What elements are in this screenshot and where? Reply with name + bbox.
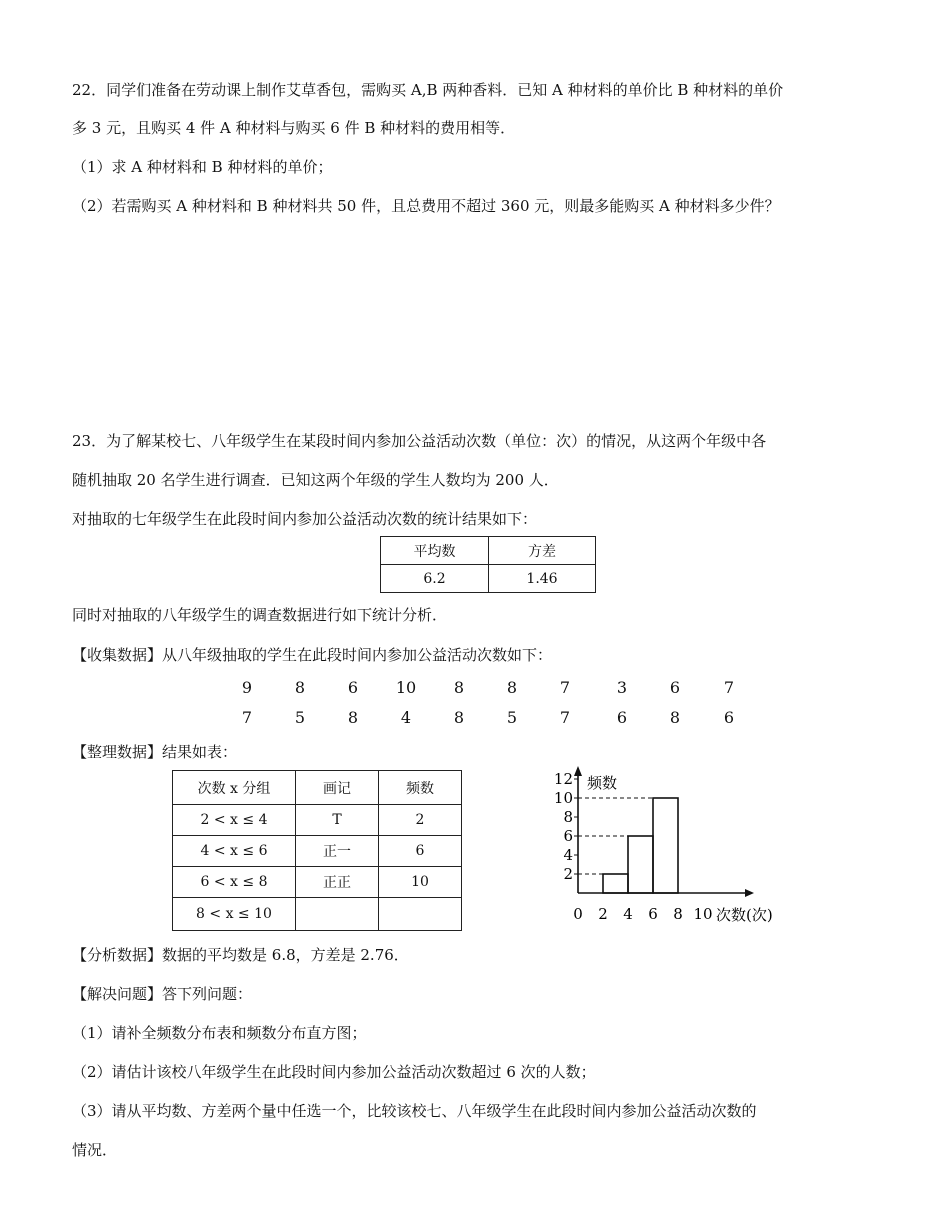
data-value: 8: [453, 678, 465, 697]
x-tick-label: 6: [648, 905, 658, 923]
data-value: 6: [347, 678, 359, 697]
freq-cell-group: 4 < x ≤ 6: [173, 836, 296, 867]
q23-collect: 【收集数据】从八年级抽取的学生在此段时间内参加公益活动次数如下：: [72, 646, 553, 664]
stats-header-mean: 平均数: [381, 537, 489, 565]
data-value: 5: [294, 708, 306, 727]
freq-header-tally: 画记: [296, 771, 379, 805]
data-value: 6: [723, 708, 735, 727]
data-value: 8: [506, 678, 518, 697]
q23-analyze: 【分析数据】数据的平均数是 6.8，方差是 2.76．: [72, 946, 409, 964]
q23-line1: 23．为了解某校七、八年级学生在某段时间内参加公益活动次数（单位：次）的情况，从这两个年级中各: [72, 432, 767, 450]
freq-cell-tally: [296, 898, 379, 931]
q23-organize: 【整理数据】结果如表：: [72, 743, 238, 761]
y-tick-label: 10: [553, 789, 573, 807]
freq-cell-group: 6 < x ≤ 8: [173, 867, 296, 898]
y-axis-arrow: [574, 766, 582, 776]
q23-sub3-line1: （3）请从平均数、方差两个量中任选一个，比较该校七、八年级学生在此段时间内参加公益活动次数的: [72, 1102, 757, 1120]
data-value: 6: [616, 708, 628, 727]
histogram-bar: [628, 836, 653, 893]
data-value: 8: [669, 708, 681, 727]
frequency-histogram: [540, 760, 810, 935]
histogram-bar: [603, 874, 628, 893]
x-axis-arrow: [745, 889, 754, 897]
data-value: 7: [559, 708, 571, 727]
freq-cell-group: 8 < x ≤ 10: [173, 898, 296, 931]
y-tick-label: 8: [563, 808, 573, 826]
freq-cell-count: [379, 898, 462, 931]
x-axis-label: 次数(次): [716, 906, 773, 924]
freq-cell-tally: 正正: [296, 867, 379, 898]
data-value: 8: [294, 678, 306, 697]
data-value: 7: [723, 678, 735, 697]
freq-cell-count: 2: [379, 805, 462, 836]
data-value: 8: [347, 708, 359, 727]
q23-solve: 【解决问题】答下列问题：: [72, 985, 253, 1003]
q22-part1: （1）求 A 种材料和 B 种材料的单价；: [72, 158, 333, 176]
q22-line1: 22．同学们准备在劳动课上制作艾草香包，需购买 A,B 两种香料．已知 A 种材料的单价比 B 种材料的单价: [72, 81, 784, 99]
freq-cell-count: 6: [379, 836, 462, 867]
data-value: 9: [241, 678, 253, 697]
q23-line4: 同时对抽取的八年级学生的调查数据进行如下统计分析．: [72, 606, 448, 624]
y-tick-label: 2: [563, 865, 573, 883]
stats-value-variance: 1.46: [489, 565, 596, 593]
x-tick-label: 0: [573, 905, 583, 923]
data-value: 3: [616, 678, 628, 697]
data-value: 6: [669, 678, 681, 697]
data-value: 10: [395, 678, 417, 697]
q23-line2: 随机抽取 20 名学生进行调查．已知这两个年级的学生人数均为 200 人．: [72, 471, 559, 489]
x-tick-label: 4: [623, 905, 633, 923]
data-value: 7: [559, 678, 571, 697]
x-tick-label: 10: [693, 905, 713, 923]
q22-part2: （2）若需购买 A 种材料和 B 种材料共 50 件，且总费用不超过 360 元，则最多能购买 A 种材料多少件？: [72, 197, 780, 215]
histogram-bar: [653, 798, 678, 893]
y-axis-label: 频数: [587, 774, 618, 792]
freq-header-group: 次数 x 分组: [173, 771, 296, 805]
data-value: 8: [453, 708, 465, 727]
freq-header-count: 频数: [379, 771, 462, 805]
q23-sub3-line2: 情况．: [72, 1141, 118, 1159]
y-tick-label: 12: [553, 770, 573, 788]
freq-cell-tally: T: [296, 805, 379, 836]
x-tick-label: 2: [598, 905, 608, 923]
data-value: 5: [506, 708, 518, 727]
data-value: 7: [241, 708, 253, 727]
q22-line2: 多 3 元，且购买 4 件 A 种材料与购买 6 件 B 种材料的费用相等．: [72, 119, 516, 137]
freq-cell-tally: 正一: [296, 836, 379, 867]
x-tick-label: 8: [673, 905, 683, 923]
y-tick-label: 4: [563, 846, 573, 864]
y-tick-label: 6: [563, 827, 573, 845]
freq-cell-count: 10: [379, 867, 462, 898]
stats-header-variance: 方差: [489, 537, 596, 565]
q23-sub2: （2）请估计该校八年级学生在此段时间内参加公益活动次数超过 6 次的人数；: [72, 1063, 596, 1081]
frequency-table: [172, 770, 462, 931]
q23-sub1: （1）请补全频数分布表和频数分布直方图；: [72, 1024, 367, 1042]
grade7-stats-table: [380, 536, 596, 593]
freq-cell-group: 2 < x ≤ 4: [173, 805, 296, 836]
q23-line3: 对抽取的七年级学生在此段时间内参加公益活动次数的统计结果如下：: [72, 510, 538, 528]
data-value: 4: [400, 708, 412, 727]
stats-value-mean: 6.2: [381, 565, 489, 593]
